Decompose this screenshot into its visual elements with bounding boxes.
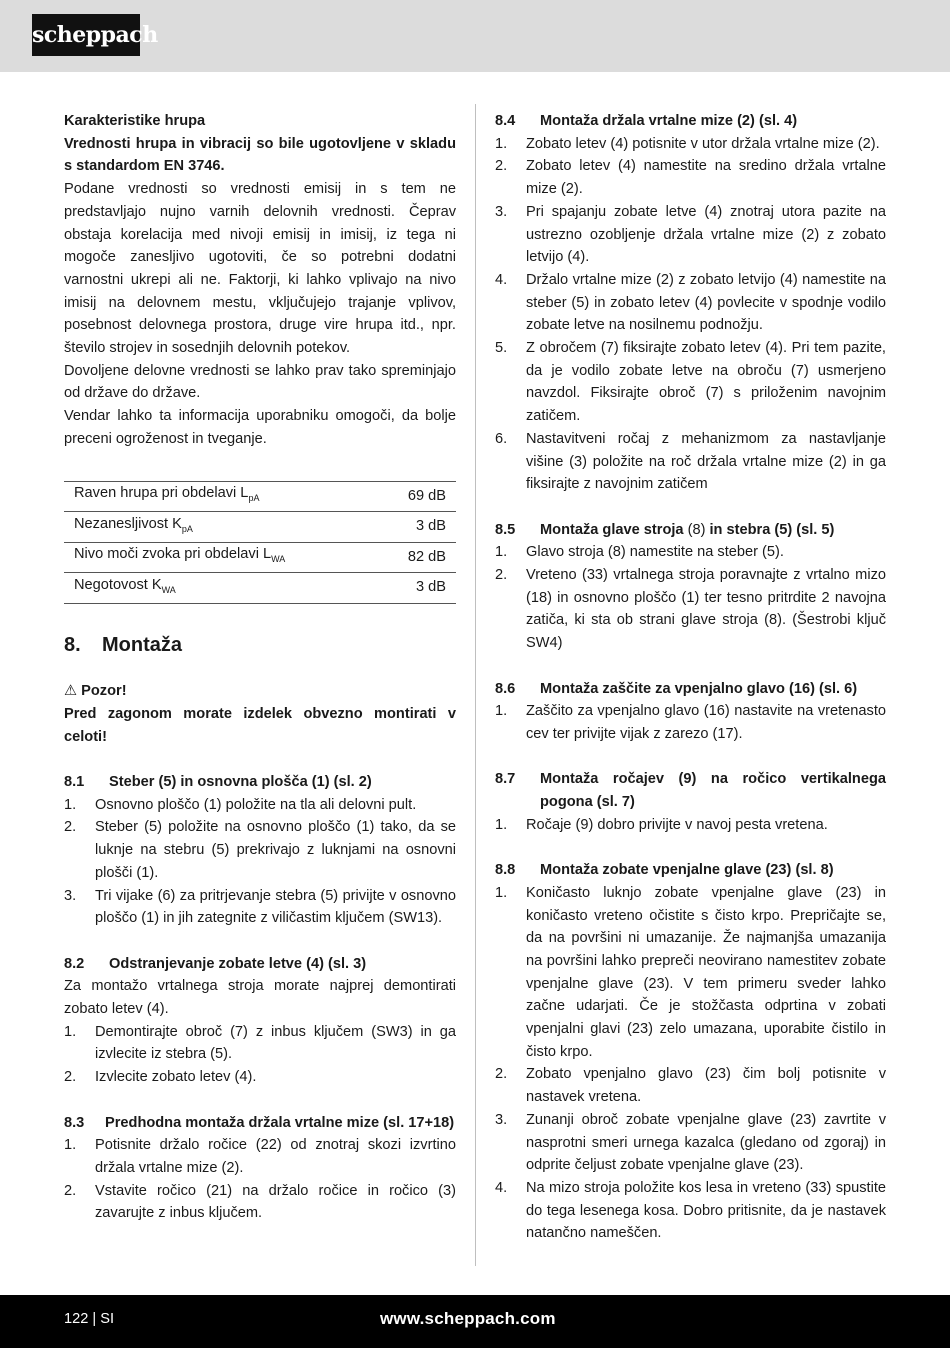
list-item: 2. Steber (5) položite na osnovno ploščo (1) tako, da se luknje na stebru (5) prekrivajo z luknjami na osnovni plošči (1). (64, 819, 456, 881)
step-list (495, 700, 886, 745)
list-item: 3. Zunanji obroč zobate vpenjalne glave (23) zavrtite v nasprotni smeri urnega kazalca (gledano od zgoraj) in odprite čeljust zobate vpenjalne glave (23). (495, 1111, 886, 1174)
column-divider (475, 104, 476, 1266)
list-item: 1. Koničasto luknjo zobate vpenjalne glave (23) in koničasto vreteno očistite s čisto krpo. Prepričajte se, da na površini ni umazanije. Že najmanjša umazanija na površini lahko prepreči neovirano namestitev zobate vpenjalne glave (23). V tem primeru sveder lahko začne udarjati. Če je stožčasta odprtina v zobati vpenjalni glavi (23) zelo umazana, uporabite čistilo in čisto krpo. (495, 884, 886, 1060)
noise-paragraph-1: Podane vrednosti so vrednosti emisij in s tem ne predstavljajo nujno varnih delovnih vrednosti. Čeprav obstaja korelacija med nivoji emisij in imisij, iz tega ni mogoče zanesljivo ugotoviti, če so potrebni dodatni varnostni ukrepi ali ne. Faktorji, ki lahko vplivajo na nivo imisij na delovnem mestu, vključujejo trajanje vplivov, posebnost delovnega prostora, druge vire hrupa itd., npr. število strojev in sosednjih delovnih potekov. (64, 181, 456, 357)
table-cell-value: 3 dB (377, 512, 456, 543)
table-row (64, 481, 456, 512)
section-heading: 8.7 Montaža ročajev (9) na ročico vertikalnega pogona (sl. 7) (495, 771, 886, 811)
list-item: 6. Nastavitveni ročaj z mehanizmom za nastavljanje višine (3) položite na roč držala vrtalne mize (2) in ga fiksirajte z navojnim zatičem (495, 430, 886, 493)
table-cell-label: Nezanesljivost $K_{pA}$ (64, 512, 377, 543)
table-cell-value: 82 dB (377, 542, 456, 573)
chapter-number: 8. (64, 633, 81, 656)
noise-heading: Karakteristike hrupa (64, 113, 206, 129)
step-list (495, 814, 886, 837)
list-item: 1. Potisnite držalo ročice (22) od znotraj skozi izvrtino držala vrtalne mize (2). (64, 1137, 456, 1176)
page-number: 122 | SI (64, 1311, 115, 1327)
list-item: 1. Zobato letev (4) potisnite v utor držala vrtalne mize (2). (495, 135, 880, 152)
list-item: 2. Zobato vpenjalno glavo (23) čim bolj potisnite v nastavek vretena. (495, 1066, 886, 1106)
warning-text: Pred zagonom morate izdelek obvezno montirati v celoti! (64, 705, 456, 745)
noise-paragraph-3: Vendar lahko ta informacija uporabniku omogoči, da bolje preceni ogroženost in tveganje. (64, 408, 456, 447)
list-item: 1. Demontirajte obroč (7) z inbus ključem (SW3) in ga izvlecite iz stebra (5). (64, 1023, 456, 1063)
list-item: 4. Držalo vrtalne mize (2) z zobato letvijo (4) namestite na steber (5) in zobato letev (4) povlecite v spodnje vodilo zobate letve na nosilnemu podnožju. (495, 271, 886, 334)
section-heading: 8.3 Predhodna montaža držala vrtalne mize (sl. 17+18) (64, 1114, 455, 1131)
table-row (64, 512, 456, 543)
section-heading: 8.6 Montaža zaščite za vpenjalno glavo (16) (sl. 6) (495, 680, 858, 697)
brand-logo: scheppach (32, 14, 140, 56)
list-item: 3. Tri vijake (6) za pritrjevanje stebra (5) privijte v osnovno ploščo (1) in jih zategnite z viličastim ključem (SW13). (64, 887, 456, 927)
warning-icon: ⚠ (64, 683, 78, 700)
step-list (64, 794, 456, 930)
step-list (495, 541, 886, 655)
step-list (64, 1021, 456, 1089)
table-cell-value: 69 dB (377, 481, 456, 512)
table-row (64, 573, 456, 604)
section-heading: 8.1 Steber (5) in osnovna plošča (1) (sl. 2) (64, 774, 372, 791)
list-item: 2. Izvlecite zobato letev (4). (64, 1069, 257, 1086)
website-link[interactable]: www.scheppach.com (380, 1309, 556, 1328)
noise-standard-text: Vrednosti hrupa in vibracij so bile ugotovljene v skladu s standardom EN 3746. (64, 135, 456, 175)
section-heading: 8.2 Odstranjevanje zobate letve (4) (sl. 3) (64, 955, 367, 972)
warning-label: ⚠ Pozor! (64, 683, 127, 700)
table-cell-label: Nivo moči zvoka pri obdelavi $L_{WA}$ (64, 542, 377, 573)
table-cell-label: Raven hrupa pri obdelavi $L_{pA}$ (64, 481, 377, 512)
chapter-heading (64, 634, 456, 657)
list-item: 1. Zaščito za vpenjalno glavo (16) nastavite na vretenasto cev ter privijte vijak z zarezo (17). (495, 703, 886, 742)
left-column (64, 110, 456, 1225)
chapter-title: Montaža (102, 633, 182, 656)
list-item: 5. Z obročem (7) fiksirajte zobato letev (4). Pri tem pazite, da je vodilo zobate letve na obroču (7) usmerjeno navzdol. Fiksirajte obroč (7) s priloženim navojnim zatičem. (495, 340, 886, 425)
list-item: 1. Glavo stroja (8) namestite na steber (5). (495, 544, 784, 561)
table-row (64, 542, 456, 573)
list-item: 1. Ročaje (9) dobro privijte v navoj pesta vretena. (495, 816, 828, 833)
list-item: 1. Osnovno ploščo (1) položite na tla ali delovni pult. (64, 796, 417, 813)
list-item: 3. Pri spajanju zobate letve (4) znotraj utora pazite na ustrezno ozobljenje držala vrtalne mize (2) z zobato letvijo (4). (495, 203, 886, 266)
right-column (495, 110, 886, 1245)
noise-values-table (64, 481, 456, 604)
footer-bar (0, 1295, 950, 1348)
list-item: 2. Vreteno (33) vrtalnega stroja poravnajte z vrtalno mizo (18) in osnovno ploščo (1) ter tesno pritrdite 2 navojna zatiča, ki sta ob strani glave stroja (8). (Šestrobi ključ SW4) (495, 567, 886, 652)
header-bar (0, 0, 950, 72)
step-list (495, 133, 886, 496)
section-intro: Za montažo vrtalnega stroja morate najprej demontirati zobato letev (4). (64, 978, 456, 1018)
noise-paragraph-2: Dovoljene delovne vrednosti se lahko prav tako spreminjajo od države do države. (64, 362, 456, 402)
section-heading: 8.5 Montaža glave stroja (8) in stebra (5) (sl. 5) (495, 521, 835, 538)
list-item: 4. Na mizo stroja položite kos lesa in vreteno (33) spustite do tega lesenega kosa. Dobro pritisnite, da je nastavek natančno nameščen. (495, 1179, 886, 1242)
list-item: 2. Vstavite ročico (21) na držalo ročice in ročico (3) zavarujte z inbus ključem. (64, 1182, 456, 1222)
table-cell-value: 3 dB (377, 573, 456, 604)
step-list (64, 1134, 456, 1225)
step-list (495, 882, 886, 1245)
list-item: 2. Zobato letev (4) namestite na sredino držala vrtalne mize (2). (495, 158, 886, 198)
table-cell-label: Negotovost $K_{WA}$ (64, 573, 377, 604)
section-heading: 8.4 Montaža držala vrtalne mize (2) (sl. 4) (495, 113, 798, 129)
section-heading: 8.8 Montaža zobate vpenjalne glave (23) (sl. 8) (495, 862, 834, 879)
